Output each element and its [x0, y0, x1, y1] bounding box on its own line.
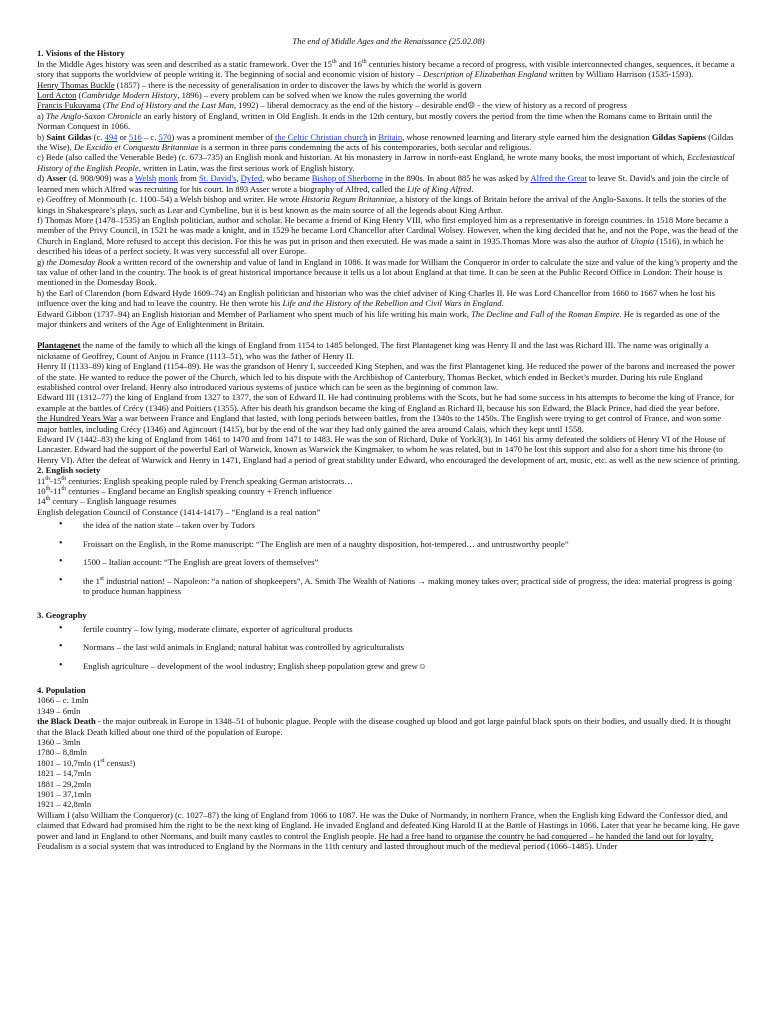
more-paragraph — [37, 215, 740, 257]
name: Saint Gildas — [46, 131, 92, 142]
section-3-heading: 3. Geography — [37, 610, 87, 621]
document-title: The end of Middle Ages and the Renaissance (25.02.08) — [292, 36, 485, 46]
book-title: Life and the History of the Rebellion and Civil Wars in England — [282, 298, 502, 309]
population-1801 — [37, 758, 740, 768]
population-1901: 1901 – 37,1mln — [37, 789, 92, 799]
text: , 1992) – liberal democracy as the end of the history – desirable end☹ - the view of history as a record of progress — [233, 100, 627, 111]
superscript: th — [361, 58, 367, 65]
text: (1857) – there is the necessity of generalisation in order to discover the laws by which the world is govern — [114, 79, 482, 90]
name: Gildas Sapiens — [651, 131, 707, 142]
text: . — [501, 298, 504, 309]
gibbon-paragraph — [37, 309, 740, 330]
text: in the 890s. In about 885 he was asked by — [382, 173, 531, 184]
text: written by William Harrison (1535-1593). — [546, 69, 694, 80]
text: and 16 — [336, 58, 362, 69]
section-2-heading: 2. English society — [37, 465, 101, 476]
book-title: Utopia — [630, 235, 655, 246]
book-title: The End of History and the Last Man — [105, 100, 234, 111]
text: or — [117, 131, 129, 142]
text: c) Bede (also called the Venerable Bede) (c. 673–735) an English monk and historian. At his monastery in Jarrow in north-east England, he wrote many books, the most important of which, — [37, 152, 687, 163]
britain-link[interactable]: Britain — [378, 131, 403, 142]
text: , a history of the kings of Britain before the arrival of the Anglo-Saxons. It tells the stories of the kings in Shakespeare’s plays, such as Lear and Cymbeline, but it is best known as the main source of all the legends about King Arthur. — [37, 194, 727, 215]
list-item: • 1500 – Italian account: “The English are great lovers of themselves” — [37, 557, 740, 567]
text: century – English language resumes — [50, 496, 177, 507]
text: g) — [37, 256, 47, 267]
superscript: th — [61, 486, 67, 493]
text: a written record of the ownership and value of land in England in 1086. It was made for William the Conqueror in order to calculate the size and value of the king’s property and the tax value of other land in the country. The book is of great historical importance because it tells us a lot about England at that time. It can be seen at the Public Record Office in London: Their house is mentioned in the Domesday Book. — [37, 256, 738, 288]
text: , written in Latin, was the first serious work of English history. — [138, 162, 355, 173]
gildas-paragraph — [37, 132, 740, 153]
text: an early history of England, written in Old English. It ends in the 12th century, but mostly covers the period from the time when the Romans came to Britain until the Norman Conquest in 1066. — [37, 110, 713, 132]
henry2-paragraph: Henry II (1133–89) king of England (1154–89). He was the grandson of Henry I, succeeded King Stephen, and was the first Plantagenet king. He reduced the power of the barons and increased the power of the state. He wanted to reduce the power of the Church, which led to his dispute with the Archbishop of Canterbury, Thomas Becket, which ended in Becket’s murder. During his rule England established control over Ireland. Henry also introduced various systems of justice which can be seen as the beginning of common law. — [37, 361, 735, 392]
spacer — [37, 329, 740, 340]
text: . He is regarded as one of the major thinkers and writers of the Age of Enlightenment in Britain. — [37, 308, 720, 329]
text: , 1896) – every problem can be solved when we know the rules governing the world — [177, 90, 467, 101]
text: ) was a prominent member of — [171, 131, 276, 142]
superscript: th — [61, 475, 67, 482]
society-bullet-list — [37, 520, 740, 596]
asser-paragraph: d) Asser (d. 908/909) was a Welsh monk from St. David's, Dyfed, who became Bishop of Sherborne in the 890s. In about 885 he was asked by Alfred the Great to leave St. David's and join the circle of learned men which Alfred was recruiting for his court. In 893 Asser wrote a biography of Alfred, called the Life of King Alfred. — [37, 173, 729, 194]
text: (d. 908/909) was a — [66, 173, 135, 184]
book-title: The Anglo-Saxon Chronicle — [45, 110, 142, 121]
domesday-paragraph — [37, 257, 740, 288]
geoffrey-paragraph — [37, 194, 740, 215]
book-title: Cambridge Modern History — [81, 90, 178, 101]
book-title: The Decline and Fall of the Roman Empire — [471, 308, 620, 319]
text: in — [367, 131, 379, 142]
text: , whose renowned learning and literary style earned him the designation — [402, 131, 652, 142]
text: a) — [37, 110, 46, 121]
book-title: Life of King Alfred — [407, 183, 472, 194]
clarendon-paragraph — [37, 288, 740, 309]
name: Asser — [46, 173, 67, 184]
text: census!) — [104, 757, 136, 768]
text: (1516), in which he described his ideas of a perfect society. It was very successful all over Europe. — [37, 235, 724, 257]
society-line-1 — [37, 476, 740, 486]
name: Lord Acton — [37, 90, 77, 101]
text: a war between France and England that lasted, with long periods between battles, from the 1340s to the 1450s. The English were trying to get control of France, and won some major battles, including Crécy (1346) and Agincourt (1415), but by the end of the war they had only gained the area around Calais, which they kept until 1558. — [37, 413, 722, 434]
population-1881: 1881 – 29,2mln — [37, 778, 92, 789]
population-1780: 1780 – 8,8mln — [37, 747, 87, 758]
text: Edward Gibbon (1737–94) an English historian and Member of Parliament who spent much of his life writing his main work, — [37, 308, 472, 319]
superscript: st — [99, 575, 104, 582]
text: William I (also William the Conqueror) (c. 1027–87) the king of England from 1066 to 1087. He was the Duke of Normandy, in northern France, when the English king Edward the Confessor died, and claimed that Edward had promised him the right to be the next king of England. He invaded England and defeated King Harold II at the Battle of Hastings in 1066. Later that year he became king. He gave power and land in England to other Normans, and built many castles to control the English people. — [37, 809, 740, 841]
population-1360: 1360 – 3mln — [37, 736, 81, 747]
edward4-paragraph: Edward IV (1442–83) the king of England from 1461 to 1470 and from 1471 to 1483. He was the son of Richard, Duke of York3(3). In 1461 his army defeated the soldiers of Henry VI of the House of Lancaster. Edward had the support of the powerful Earl of Warwick, known as Warwick the Kingmaker, to whom he was related, but in 1470 he lost this support and also for a short time his throne (to Henry VI). After the defeat of Warwick and Henry in 1471, England had a period of great stability under Edward, who encouraged the development of art, music, etc. as well as the new science of printing. — [37, 434, 740, 465]
book-title: Ecclesiastical History of the English People — [37, 152, 735, 173]
text: from — [177, 173, 199, 184]
edward3-paragraph: Edward III (1312–77) the king of England from 1327 to 1377, the son of Edward II. He had continuing problems with the Scots, but he had some success in his attempts to become the king of France, for example at the battles of Crécy (1346) and Poitiers (1355). After his death his grandson became the king of England as Richard II, because his son Edward, the Black Prince, had died the year before. — [37, 392, 735, 413]
population-1921: 1921 – 42,8mln — [37, 799, 92, 810]
year-link-570[interactable]: 570 — [158, 131, 172, 142]
text: In the Middle Ages history was seen and described as a static framework. Over the 15 — [37, 58, 332, 69]
william-paragraph — [37, 810, 740, 841]
alfred-link[interactable]: Alfred the Great — [530, 173, 587, 184]
geography-bullet-list — [37, 624, 740, 671]
text: 11 — [37, 475, 46, 486]
list-item — [37, 576, 740, 597]
name: Henry Thomas Buckle — [37, 79, 115, 90]
text: 14 — [37, 496, 46, 507]
text: . — [471, 183, 474, 194]
section-1-heading: 1. Visions of the History — [37, 48, 125, 59]
year-link-494[interactable]: 494 — [104, 131, 118, 142]
feudalism-paragraph: Feudalism is a social system that was introduced to England by the Normans in the 11th century and lasted throughout much of the medieval period (1066–1485). Under — [37, 841, 618, 852]
text: b) — [37, 131, 47, 142]
text: to leave St. David's and join the circle of learned men which Alfred was recruiting for his court. In 893 Asser wrote a biography of Alfred, called the — [37, 173, 729, 194]
section-4-heading: 4. Population — [37, 684, 86, 695]
book-title: Description of Elizabethan England — [423, 69, 547, 80]
list-item: • English agriculture – development of the wool industry; English sheep population grew and grew☺ — [37, 661, 740, 671]
text: is a sermon in three parts condemning the acts of his contemporaries, both secular and religious. — [198, 142, 532, 153]
superscript: th — [331, 58, 337, 65]
acton-line: Lord Acton (Cambridge Modern History, 1896) – every problem can be solved when we know the rules governing the world — [37, 90, 467, 101]
year-link-516[interactable]: 516 — [128, 131, 142, 142]
text: centuries: English speaking people ruled by French speaking German aristocrats… — [66, 475, 353, 486]
term: the Hundred Years War — [37, 413, 117, 424]
text: centuries – England became an English speaking country + French influence — [66, 486, 332, 497]
underlined-text: He had a free hand to organise the country he had conquered – he handed the land out for loyalty. — [378, 830, 714, 841]
text: the name of the family to which all the kings of England from 1154 to 1485 belonged. The first Plantagenet king was Henry II and the last was Richard III. The name was originally a nickname of Geoffrey, Count of Anjou in France (1113–51), who was the father of Henry II. — [37, 340, 709, 361]
text: industrial nation! – Napoleon: “a nation of shopkeepers”, A. Smith The Wealth of Nations → making money takes over; practical side of progress, the idea: material progress is going to produce human happiness — [83, 575, 733, 596]
book-title: the Domesday Book — [46, 256, 116, 267]
section-1-intro — [37, 48, 740, 79]
name: Francis Fukuyama — [37, 100, 101, 111]
text: centuries history became a record of progress, with visible interconnected changes, sequences, it became a story that supports the worldview of people writing it. The beginning of social and economic vision of history – — [37, 58, 735, 80]
text: h) the Earl of Clarendon (born Edward Hyde 1609–74) an English politician and historian who was the chief adviser of King Charles II. He was Lord Chancellor from 1660 to 1667 when he lost his influence over the king and had to leave the country. He then wrote his — [37, 287, 716, 309]
text: -15 — [49, 475, 62, 486]
text: , who became — [262, 173, 312, 184]
text: f) Thomas More (1478–1535) an English politician, author and scholar. He became a friend of King Henry VIII, who first employed him as a representative in foreign countries. In 1518 More became a member of the Privy Council, in 1521 he was made a knight, and in 1529 he became Lord Chancellor after Cardinal Wolsey. However, when the king decided that he, and not the Pope, was the head of the Church in England, More refused to accept this decision. For this he was put in prison and then executed. He was made a saint in 1935.Thomas More was also the author of — [37, 214, 739, 246]
book-title: De Excidio et Conquestu Britanniae — [73, 142, 199, 153]
superscript: th — [45, 475, 50, 482]
sherborne-link[interactable]: Bishop of Sherborne — [311, 173, 383, 184]
text: -11 — [50, 486, 62, 497]
superscript: th — [45, 486, 51, 493]
bede-paragraph — [37, 152, 740, 173]
list-item: • fertile country – low lying, moderate climate, exporter of agricultural products — [37, 624, 740, 634]
list-item: • the idea of the nation state – taken over by Tudors — [37, 520, 740, 530]
fukuyama-line: Francis Fukuyama (The End of History and the Last Man, 1992) – liberal democracy as the end of the history – desirable end☹ - the view of history as a record of progress — [37, 100, 627, 111]
population-1349: 1349 – 6mln — [37, 705, 81, 716]
text: 1801 – 10,7mln (1 — [37, 757, 101, 768]
society-line-2 — [37, 486, 740, 496]
monk-link[interactable]: monk — [158, 173, 178, 184]
society-line-3 — [37, 496, 740, 506]
population-1821: 1821 – 14,7mln — [37, 768, 92, 779]
text: - the major outbreak in Europe in 1348–51 of bubonic plague. People with the disease coughed up blood and got large painful black spots on their bodies, and usually died. It is thought that the Black Death killed about one third of the population of Europe. — [37, 716, 731, 737]
black-death-paragraph — [37, 716, 740, 737]
book-title: Historia Regum Britanniae — [301, 194, 395, 205]
chronicle-paragraph — [37, 111, 740, 132]
st-davids-link[interactable]: St. David's — [198, 173, 237, 184]
term: Plantagenet — [37, 340, 81, 351]
text: – c. — [141, 131, 159, 142]
dyfed-link[interactable]: Dyfed — [240, 173, 263, 184]
buckle-line — [37, 80, 740, 90]
celtic-church-link[interactable]: the Celtic Christian church — [275, 131, 368, 142]
text: 10 — [37, 486, 46, 497]
plantagenet-paragraph — [37, 340, 740, 361]
welsh-link[interactable]: Welsh — [134, 173, 157, 184]
society-line-4: English delegation Council of Constance (1414-1417) – “England is a real nation” — [37, 506, 321, 517]
hundred-years-war-paragraph — [37, 413, 740, 434]
list-item: • Froissart on the English, in the Rome manuscript: “The English are men of a naughty disposition, hot-tempered… and untrustworthy people” — [37, 539, 740, 549]
superscript: th — [45, 496, 51, 503]
text: (Gildas the Wise). — [37, 131, 734, 153]
text: (c. — [91, 131, 105, 142]
list-item: • Normans – the last wild animals in England; natural habitat was controlled by agriculturalists — [37, 642, 740, 652]
text: the 1 — [83, 575, 100, 586]
population-1066: 1066 – c. 1mln — [37, 695, 89, 706]
term: the Black Death — [37, 716, 96, 727]
text: d) — [37, 173, 47, 184]
superscript: st — [100, 757, 105, 764]
text: e) Geoffrey of Monmouth (c. 1100–54) a Welsh bishop and writer. He wrote — [37, 194, 302, 205]
